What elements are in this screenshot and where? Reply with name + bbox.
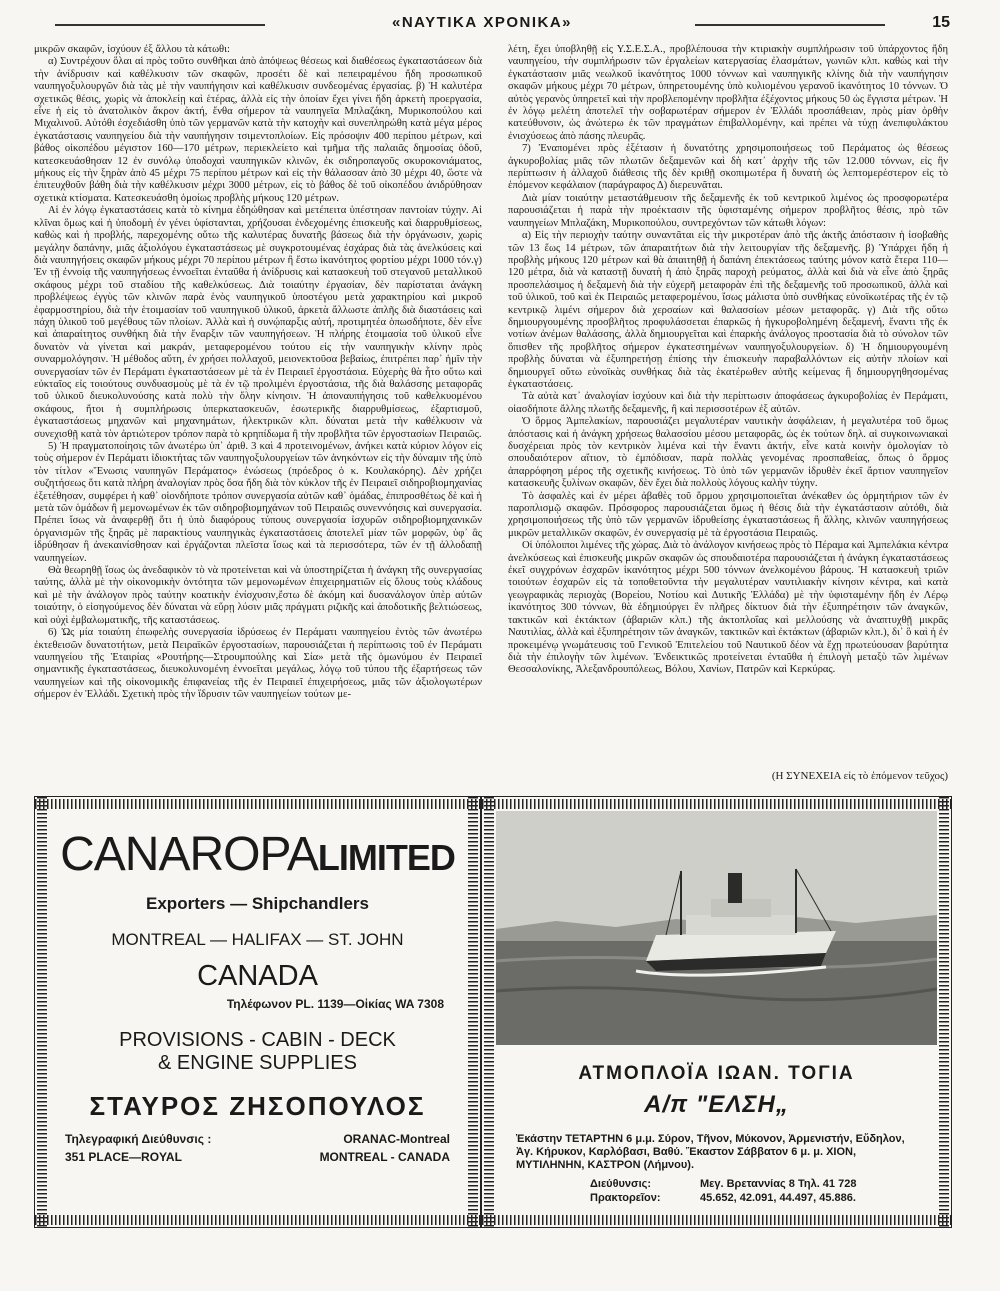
article-paragraph: μικρῶν σκαφῶν, ἰσχύουν ἐξ ἄλλου τὰ κάτωθι: <box>34 44 230 55</box>
article-paragraph: Θὰ θεωρηθῇ ἴσως ὡς ἀνεδαφικὸν τὸ νὰ προτείνεται καὶ νὰ ὑποστηρίζεται ἡ ἀνάγκη τῆς συνεργασίας ταύτης, ἀλλὰ μὲ τὴν οἰκονομικὴν ὀντότητα τῶν μεμονωμένων ἐπιχειρηματιῶν εἰς ὅλους τοὺς κλάδους καὶ μὲ τὴν ἀνάλογον πρὸς ταύτην κοατικὴν ἐνίσχυσιν,ἔστω δὲ ἀκόμη καὶ δυσανάλογον ὑπὲρ αὐτῶν τοιαύτην, ὁ εἰσηγούμενος δὲν δύναται νὰ εὕρῃ λύσιν μιᾶς πράγματι ριζικῆς καὶ ἀποδοτικῆς βελτιώσεως, καὶ οὐχὶ ἐμβαλωματικῆς, τῆς καταστάσεως. <box>34 565 482 626</box>
telegraph-address <box>51 1132 464 1146</box>
ad-border <box>484 797 494 1227</box>
article-paragraph: α) Εἰς τὴν περιοχὴν ταύτην συναντᾶται εἰς τὴν μικροτέραν ἀπὸ τῆς ἀκτῆς ἀπόστασιν ἡ ἰσοβαθὴς τῶν 13 ἕως 14 μέτρων, τῶν ἀπαραιτήτων διὰ τὴν λειτουργίαν τῆς δεξαμενῆς. β) Ὑπάρχει ἤδη ἡ προβλὴς μήκους 120 μέτρων καὶ θὰ ἀπαιτηθῇ ἡ δαπάνη ἐπεκτάσεως ταύτης μόνον κατὰ ἕτερα 110—120 μέτρα, διὰ νὰ καταστῇ δυνατὴ ἡ ἀπὸ ξηρᾶς παροχὴ ρεύματος, ἀλλὰ καὶ διὰ νὰ εἶνε ἀπὸ ξηρᾶς προσπελάσιμος ἡ δεξαμενὴ διὰ τὴν εὐχερῆ μεταφορὰν ἐπὶ τῆς δεξαμενῆς τοῦ προσωπικοῦ, ἀλλὰ καὶ τοῦ ὑλικοῦ, τοῦ καὶ ἐκ Πειραιῶς μεταφερομένου, ἴσως μάλιστα ὑπὸ συνθήκας εὐνοϊκωτέρας τῆς ἐν τῷ κεντρικῷ λιμένι σήμερον διὰ χερσαίων καὶ θαλασσίων μέσων μεταφορᾶς. γ) Διὰ τῆς οὕτω δημιουργουμένης προσβλῆτος προφυλάσσεται ἐπαρκῶς ἡ ἠγκυροβολημένη δεξαμενή, ἔναντι τῆς ἐκ νοτίων ἀνέμων θαλάσσης, ἀλλὰ δημιουργεῖται καὶ ἐπαρκὴς ἀνάλογος προστασία διὰ τὸ σύνολον τῶν ὅπισθεν τῆς προβλῆτος σήμερον ἐγκατεστημένων ναυπηγοξυλουργείων. δ) Ἡ δημιουργουμένη προβλὴς δύναται νὰ ἐξυπηρετήσῃ ἐπίσης τὴν ἐπισκευὴν παραβαλλόντων εἰς αὐτὴν πλοίων καὶ δημιουργεῖ οὕτω εὐνοϊκὰς συνθήκας διὰ τὰς ἑκατέρωθεν αὐτῆς κείμενας ἢ δημιουργηθησομένας ἐγκαταστάσεις. <box>508 230 948 390</box>
article-paragraph: Τὰ αὐτὰ κατ᾽ ἀναλογίαν ἰσχύουν καὶ διὰ τὴν περίπτωσιν ἀποφάσεως ἀγκυροβολίας ἐν Περάματι, οἱασδήποτε ἄλλης πλωτῆς δεξαμενῆς, ἢ καὶ περισσοτέρων ἐξ αὐτῶν. <box>508 391 948 415</box>
article-column-right <box>508 44 948 766</box>
article-paragraph: Τὸ ἀσφαλὲς καὶ ἐν μέρει ἀβαθὲς τοῦ ὅρμου χρησιμοποιεῖται ἀνέκαθεν ὡς ὁρμητήριον τῶν ἐν παροπλισμῷ σκαφῶν. Πρόσφορος παρουσιάζεται ὅμως ἡ θέσις διὰ τὴν ἐγκατάστασιν αὐτόθι, διὰ χρησιμοποιήσεως τῆς ὑπὸ τῶν γερμανῶν ἱδρυθείσης ἐγκαταστάσεως ἢ ἄλλης, κλινῶν ναυπηγήσεως μικρῶν μεταλλικῶν σκαφῶν, ἐν συνεργασίᾳ μὲ τὰ ἐργοστάσια Πειραιῶς. <box>508 490 948 539</box>
article-paragraph: Διὰ μίαν τοιαύτην μεταστάθμευσιν τῆς δεξαμενῆς ἐκ τοῦ κεντρικοῦ λιμένος ὡς προσφορωτέρα παρουσιάζεται ἡ παρὰ τὴν προέκτασιν τῆς ὑφισταμένης σήμερον προβλῆτος θέσις, πρὸ τῶν ναυπηγείων Μπλαζάκη, Μυρικοπούλου, συντρεχόντων τῶν κάτωθι λόγων: <box>508 192 948 229</box>
article-paragraph: α) Συντρέχουν ὅλαι αἱ πρὸς τοῦτο συνθῆκαι ἀπὸ ἀπόψεως θέσεως καὶ διαθέσεως ἐγκαταστάσεων διὰ τὴν ἀνίδρυσιν καὶ καθέλκυσιν τῶν σκαφῶν, προσέτι δὲ καὶ πεπειραμένου ἤδη προσωπικοῦ ναυπηγοξυλουργῶν διὰ τὰς μὲ τὴν ναυπήγησιν καὶ καθέλκυσιν συνδεομένας ἐργασίας. β) Ἡ καλυτέρα σχετικῶς θέσις, χωρὶς νὰ ἀποκλείῃ καὶ ἑτέρας, ἀλλὰ εἰς τὴν ὁποίαν ἔχει γίνει ἤδη ἀρκετὴ προεργασία, εἶνε ἡ εἰς τὸ ἀνατολικὸν ἄκρον ἀκτή, ἔνθα σήμερον τὰ ναυπηγεῖα Μπλαζάκη, Μυρικοπούλου καὶ Μιχαλινοῦ. Αὐτόθι ἐσχεδιάσθη ὑπὸ τῶν γερμανῶν κατὰ τὴν κατοχὴν καὶ συνεπληρώθη κατὰ μέγα μέρος ἐγκατάστασις ναυπηγείου διὰ τὴν ναυπήγησιν τσιμεντοπλοίων. Εἰς πρόσοψιν 400 περίπου μέτρων, καὶ βάθος οἰκοπέδου μέγιστον 160—170 μέτρων, περιεκλείετο καὶ τμῆμα τῆς παλαιᾶς δημοσίας ὁδοῦ, κατεσκευάσθησαν 12 ἐν συνόλῳ ὑποδοχαὶ ναυπηγικῶν κλινῶν, ἐκ σιδηροπαγοῦς σκυροκονιάματος, μήκους εἰς τὴν ξηρὰν ἀπὸ 45 μέχρι 75 περίπου μέτρων καὶ εἰς τὴν θάλασσαν ἀπὸ 30 μέχρι 40, ὥστε νὰ ἐπιτευχθοῦν βάθη διὰ τὴν καθέλκυσιν μέχρι 3000 μέτρων, εἰς τὸ βάθος δὲ τοῦ οἰκοπέδου ἀνιδρύθησαν σχετικὰ κτίσματα. Κατεσκευάσθη ὁμοίως προβλὴς μήκους 120 μέτρων. <box>34 56 482 204</box>
postal-address <box>51 1150 464 1164</box>
sailing-schedule: Ἑκάστην ΤΕΤΑΡΤΗΝ 6 μ.μ. Σύρον, Τῆνον, Μύκονον, Ἀρμενιστήν, Εὔδηλον, Ἀγ. Κήρυκον, Καρλόβασι, Βαθύ. Ἕκαστον Σάββατον 6 μ. μ. ΧΙΟΝ, ΜΥΤΙΛΗΝΗΝ, ΚΑΣΤΡΟΝ (Λήμνου). <box>516 1133 905 1171</box>
continued-note: (Η ΣΥΝΕΧΕΙΑ εἰς τὸ ἑπόμενον τεῦχος) <box>771 770 948 782</box>
ad-border <box>35 1215 480 1225</box>
telegraph-value: ORANAC-Montreal <box>343 1132 450 1146</box>
agency-phones <box>500 1192 933 1204</box>
provisions-line-1: PROVISIONS - CABIN - DECK <box>119 1029 396 1051</box>
ad-border <box>468 797 478 1227</box>
agency-label: Πρακτορεῖον: <box>590 1192 661 1204</box>
publication-title: «ΝΑΥΤΙΚΑ ΧΡΟΝΙΚΑ» <box>392 14 572 31</box>
company-name <box>51 827 464 882</box>
owner-name: ΣΤΑΥΡΟΣ ΖΗΣΟΠΟΥΛΟΣ <box>89 1091 426 1121</box>
company-phones: Τηλέφωνον PL. 1139—Οἰκίας WA 7308 <box>226 997 444 1011</box>
article-paragraph: 5) Ἡ πραγματοποίησις τῶν ἀνωτέρω ὑπ᾽ ἀριθ. 3 καὶ 4 προτεινομένων, ἀνήκει κατὰ κύριον λόγον εἰς τοὺς σήμερον ἐν Περάματι ἰδιοκτήτας τῶν ναυπηγοξυλουργείων τῶν ἀνηκόντων εἰς τὴν δύναμιν τῆς ὑπὸ τὸν τίτλον «Ἕνωσις ναυπηγῶν Περάματος» ἑνώσεως (πρόεδρος ὁ κ. Κουλακόρης). Δὲν χρήζει συζητήσεως ὅτι κατὰ πλήρη ἀναλογίαν πρὸς ὅσα ἤδη διὰ τὸν κύκλον τῆς ἐν Πειραιεῖ σιδηροβιομηχανίας ἐξετέθησαν, συμφέρει ἡ καθ᾽ οἱονδήποτε τρόπον συνεργασία αὐτῶν καθ᾽ ὁμάδας, ἐπιπροσθέτως δὲ καὶ ἡ μετὰ τῶν ὁμάδων ἢ μεμονωμένων ἐκ τῶν σιδηροβιομηχάνων τοῦ Πειραιῶς συνεννόησις καὶ συνεργασία. Πρέπει ἴσως νὰ ἀναφερθῇ ὅτι ἡ ὑπὸ διαφόρους τύπους συνεργασία ἰσχυρῶν σιδηροβιομηχανικῶν ὀργανισμῶν τῆς ξηρᾶς μὲ παρακτίους ναυπηγικὰς ἐγκαταστάσεις ἀποτελεῖ μίαν τῶν μορφῶν, ὑφ᾽ ἃς ἱδρύθησαν ἢ ἀνεκαινίσθησαν καὶ ἐργάζονται πλεῖστα ἴσως καὶ τὰ περισσότερα, τῶν ἐν τῇ ἀλλοδαπῇ ναυπηγείων. <box>34 441 482 564</box>
address-label: Διεύθυνσις: <box>590 1178 652 1190</box>
article-paragraph: Οἱ ὑπόλοιποι λιμένες τῆς χώρας. Διὰ τὸ ἀνάλογον κινήσεως πρὸς τὸ Πέραμα καὶ Ἀμπελάκια κέντρα ἀνελκύσεως καὶ ἐπισκευῆς μικρῶν σκαφῶν ὡς σπουδαιοτέρα παρουσιάζεται ἡ ἀνάγκη ἐγκαταστάσεως ἐκεῖ συγχρόνων ἐσχαρῶν ἱκανότητος μέχρι 500 τόννων ἀνελκομένου βάρους. Ἡ κατασκευὴ τριῶν τοιούτων ἐσχαρῶν εἰς τὰ τοποθετοῦντα τὴν μεγαλυτέραν ναυτιλιακὴν κίνησιν κέντρα, καὶ κατὰ γεωγραφικὰς περιοχὰς (Βορείου, Νοτίου καὶ Δυτικῆς Ἑλλάδα) μὲ τὴν ὑφισταμένην ἤδη ἐν Λέρῳ ἱκανότητος 300 τόννων, θὰ ἐδημιούργει ἓν πλῆρες δίκτυον διὰ τὴν ἐξυπηρέτησιν τῶν ἀναγκῶν, τακτικῶν καὶ ἐκτάκτων (ἀβαριῶν κλπ.) τῆς ἀκτοπλοΐας καὶ μελλούσης νὰ ἀναπτυχθῇ μικρᾶς Ναυτιλίας, ἀλλὰ καὶ ἐξυπηρέτησιν τῶν ἀναγκῶν, τακτικῶν καὶ ἐκτάκτων (ἀβαριῶν κλπ.), δι᾽ ὃ καὶ ἡ ἐν προκειμένῳ γνωμάτευσις τοῦ Γενικοῦ Ἐπιτελείου τοῦ Ναυτικοῦ δέον νὰ ἔχῃ πρωτεύουσαν βαρύτητα διὰ τὴν ἐπιλογὴν τῶν λιμένων. Ἐνδεικτικῶς προτείνεται ἐνταῦθα ἡ ἐπιλογὴ μεταξὺ τῶν λιμένων Θεσσαλονίκης, Ἀλεξανδρουπόλεως, Βόλου, Χανίων, Πατρῶν καὶ Κερκύρας. <box>508 540 948 676</box>
telegraph-label: Τηλεγραφική Διεύθυνσις : <box>65 1132 212 1146</box>
elsi-shipping-advertisement <box>481 796 952 1228</box>
article-column-left <box>34 44 482 796</box>
agency-value: 45.652, 42.091, 44.497, 45.886. <box>700 1192 856 1204</box>
page-header <box>55 14 950 36</box>
ship-name: Α/π "ΕΛΣΗ„ <box>644 1091 789 1118</box>
provisions-line-2: & ENGINE SUPPLIES <box>158 1052 357 1074</box>
article-paragraph: Αἱ ἐν λόγῳ ἐγκαταστάσεις κατὰ τὸ κίνημα ἐδηώθησαν καὶ μετέπειτα ὑπέστησαν παντοίαν τύχην. Αἱ κλῖναι ὅμως καὶ ἡ ὑποδομὴ ἐν γένει ὑφίστανται, χρήζουσαι ἐνδεχομένης ἐπισκευῆς καὶ διαρρυθμίσεως, καθὼς καὶ ἡ προβλής, παρεχομένης οὕτω τῆς καλυτέρας δυνατῆς βάσεως διὰ τὴν ὀργάνωσιν, χωρὶς μεγάλην δαπάνην, μιᾶς ἀξιολόγου ἐγκαταστάσεως μὲ συγκροτουμένας ἐσχάρας διὰ τὰς ἀνελκύσεις καὶ διὰ ναυπηγήσεις σκαφῶν μήκους μέχρι 70 περίπου μέτρων ἢ ἔστω ἱκανότητος φορτίου μέχρι 1000 τόν.γ) Ἐν τῇ ἐννοίᾳ τῆς ναυπηγήσεως ἐννοεῖται ἐνταῦθα ἡ ἀνίδρυσις καὶ κατασκευὴ τοῦ στεγανοῦ μεταλλικοῦ σκάφους μέχρι τοῦ σταδίου τῆς καθελκύσεως. Διὰ τοιαύτην ἐργασίαν, δὲν παρίσταται ἀνάγκη προβλέψεως ἐγγὺς τῶν κλινῶν παρὰ ἑνὸς ναυπηγικοῦ ὑποστέγου μετὰ χαρακτηρίου καὶ μικροῦ ἐφαρμοστηρίου, διὰ τὴν ἑτοιμασίαν τοῦ ναυπηγικοῦ ὑλικοῦ, ἀρκετὰ ἄλλωστε ἁπλῆς διὰ διαστάσεις καὶ πάχη ὑλικοῦ τοῦ μεγέθους τῶν πλοίων. Ἀλλὰ καὶ ἡ συνῴπαρξις αὐτή, προτιμητέα ὁπωσδήποτε, δὲν εἶνε καὶ ἀπαραίτητος συνθήκη διὰ τὴν ἔναρξιν τῶν ναυπηγήσεων. Ἡ πλήρης ἑτοιμασία τοῦ ὑλικοῦ εἶνε δυνατὸν νὰ γίνεται καὶ μακράν, μεταφερομένου τούτου εἰς τὴν ναυπηγικὴν κλίνην πρὸς συναρμολόγησιν. Ἡ μέθοδος αὕτη, ἐν χρήσει πολλαχοῦ, μειονεκτοῦσα βεβαίως, ἐπιτρέπει παρ᾽ ἡμῖν τὴν συνεργασίαν τῶν ἐν Περάματι ἐγκαταστάσεων μὲ τὰ ἐν Πειραιεῖ ἐργοστάσια. Εὐχερὴς θὰ ἦτο οὕτω καὶ εὐκταῖος εἰς τοιούτους συνδυασμοὺς μὲ τὰ ἐν τῷ προλιμένι ἐργοστάσια, τῆς διὰ θαλάσσης μεταφορᾶς τοῦ ὑλικοῦ διευκολυνούσης κατὰ πολὺ τὴν ὅλην κίνησιν. Ἡ ἀποναυπήγησις τοῦ καθελκυομένου σκάφους, ἤτοι ἡ συμπλήρωσις ὑπερκατασκευῶν, ἐσωτερικῆς διαρρυθμίσεως, ἐξαρτισμοῦ, ἐγκαταστάσεως μηχανῶν καὶ μηχανημάτων, ἠλεκτρικῶν κλπ. δύναται μετὰ τὴν καθέλκυσιν νὰ συνεχισθῇ κατὰ τὸν ἀρτιώτερον τρόπον παρὰ τὸ κρηπίδωμα ἢ τὴν προβλῆτα τῶν ἐργοστασίων Πειραιῶς. <box>34 205 482 440</box>
steamship-photo <box>496 811 937 1045</box>
canaropa-advertisement <box>34 796 481 1228</box>
article-paragraph: 6) Ὡς μία τοιαύτη ἐπωφελὴς συνεργασία ἱδρύσεως ἐν Περάματι ναυπηγείου ἐντὸς τῶν ἀνωτέρω ἐκτεθεισῶν δυνατοτήτων, μετὰ Πειραϊκῶν ἐργοστασίων, παρουσιάζεται ἡ περίπτωσις τοῦ ἐν Περάματι ναυπηγείου τῆς Ἑταιρίας «Ρουτήρης—Στρουμπούλης καὶ Σία» μετὰ τῆς ὁμωνύμου ἐν Πειραιεῖ σημαντικῆς ἐγκαταστάσεως, διευκολυνομένη ἐννοεῖται μεγάλως, λόγῳ τοῦ τύπου τῆς ἐξαρτήσεως τῶν ναυπηγείων καὶ τῆς οἰκονομικῆς ἐπιφανείας τῆς ἐν Πειραιεῖ ἐπιχειρήσεως, μιᾶς τῶν ἀξιολογωτέρων σήμερον ἐν Ἑλλάδι. Σχετικὴ πρὸς τὴν ἵδρυσιν τῶν ναυπηγείων τούτων με- <box>34 627 482 701</box>
ad-border <box>482 799 951 809</box>
article-paragraph: 7) Ἐναπομένει πρὸς ἐξέτασιν ἡ δυνατότης χρησιμοποιήσεως τοῦ Περάματος ὡς θέσεως ἀγκυροβολίας μιᾶς τῶν πλωτῶν δεξαμενῶν καὶ δὴ κατ᾽ ἀρχὴν τῆς τῶν 12.000 τόννων, εἰς ἣν περίπτωσιν ἡ ἀλλαχοῦ διάθεσις τῆς δὲν κριθῇ σκοπιμωτέρα ἢ δυνατὴ ὡς λεπτομερέστερον εἰς τὸ ἑπόμενον κεφάλαιον (παράγραφος Δ) διερευνᾶται. <box>508 143 948 192</box>
company-tagline: Exporters — Shipchandlers <box>146 894 369 913</box>
company-name-limited: LIMITED <box>317 837 455 878</box>
steamship-illustration <box>496 811 937 1045</box>
address-street: 351 PLACE—ROYAL <box>65 1150 182 1164</box>
company-country: CANADA <box>197 960 318 992</box>
article-paragraph: Ὁ ὅρμος Ἀμπελακίων, παρουσιάζει μεγαλυτέραν ναυτικὴν ἀσφάλειαν, ἡ μεγαλυτέρα τοῦ ὅμως ἀπόστασις καὶ ἡ ἀνάγκη χρήσεως θαλασσίου μέσου μεταφορᾶς, ὡς ἐκ τούτων δηλ. αἱ συγκοινωνιακαὶ δυσχέρειαι πρὸς τὸν κεντρικὸν λιμένα καὶ τὴν ἔναντι ἀκτήν, εἶνε κατὰ κοινὴν ὁμολογίαν τὸ σπουδαιότερον αἴτιον, τὸ ἐμπόδισαν, παρὰ πολλὰς γενομένας προσπαθείας, ὅπως ὁ ὅρμος ἀπαρρόφηση μέρος τῆς σχετικῆς κινήσεως. Τὸ ὑπὸ τῶν γερμανῶν ἱδρυθὲν ἐκεῖ ἄρτιον ναυπηγεῖον κατασκευῆς ξυλίνων σκαφῶν, δὲν ἔχει διὰ πολλοὺς λόγους καλὴν τύχην. <box>508 416 948 490</box>
header-rule-left <box>55 24 265 26</box>
address-city: MONTREAL - CANADA <box>319 1150 450 1164</box>
article-paragraph: λέτη, ἔχει ὑποβληθῇ εἰς Υ.Σ.Ε.Σ.Α., προβλέπουσα τὴν κτιριακὴν συμπλήρωσιν τοῦ ὑπάρχοντος ἤδη ναυπηγείου, τὴν συμπλήρωσιν τῶν ἐργαλείων κατεργασίας ἐλασμάτων, γωνιῶν κλπ. καθὼς καὶ τὴν ἐγκατάστασιν μιᾶς νεωλκοῦ ἱκανότητος 1000 τόννων καὶ ναυπηγικῆς κλίνης διὰ τὴν ναυπήγησιν σκαφῶν μήκους μέχρι 70 μέτρων, ὑπηρετουμένης ὑπὸ κυλιομένου γερανοῦ ἱκανότητος 10 τόννων. Ὁ αὐτὸς γερανὸς ὑπηρετεῖ καὶ τὴν προβλεπομένην προβλῆτα ἐξέχοντος μήκους 50 ὡς ἔγγιστα μέτρων. Ἡ ἐν λόγῳ μελέτη ἀποτελεῖ τὴν σοβαρωτέραν σήμερον ἐν Ἑλλάδι προσπάθειαν, πρὸς μίαν ὀρθὴν κατεύθυνσιν, ὡς ἀνώτερω ἐκ τῶν πραγμάτων ἐπιβαλλομένην, καὶ πρέπει νὰ τύχῃ ἀνεπιφυλάκτου ἐνισχύσεως ἀπὸ πάσης πλευρᾶς. <box>508 44 948 142</box>
header-rule-right <box>695 24 885 26</box>
shipping-company-name: ΑΤΜΟΠΛΟΪΑ ΙΩΑΝ. ΤΟΓΙΑ <box>578 1063 855 1084</box>
ad-border <box>35 799 480 809</box>
company-name-main: CANAROPA <box>60 828 318 881</box>
address-value: Μεγ. Βρεταννίας 8 Τηλ. 41 728 <box>700 1178 857 1190</box>
office-address <box>500 1178 933 1190</box>
page-number: 15 <box>932 14 950 31</box>
company-cities: MONTREAL — HALIFAX — ST. JOHN <box>111 930 404 949</box>
ad-border <box>37 797 47 1227</box>
ad-border <box>482 1215 951 1225</box>
ad-border <box>939 797 949 1227</box>
